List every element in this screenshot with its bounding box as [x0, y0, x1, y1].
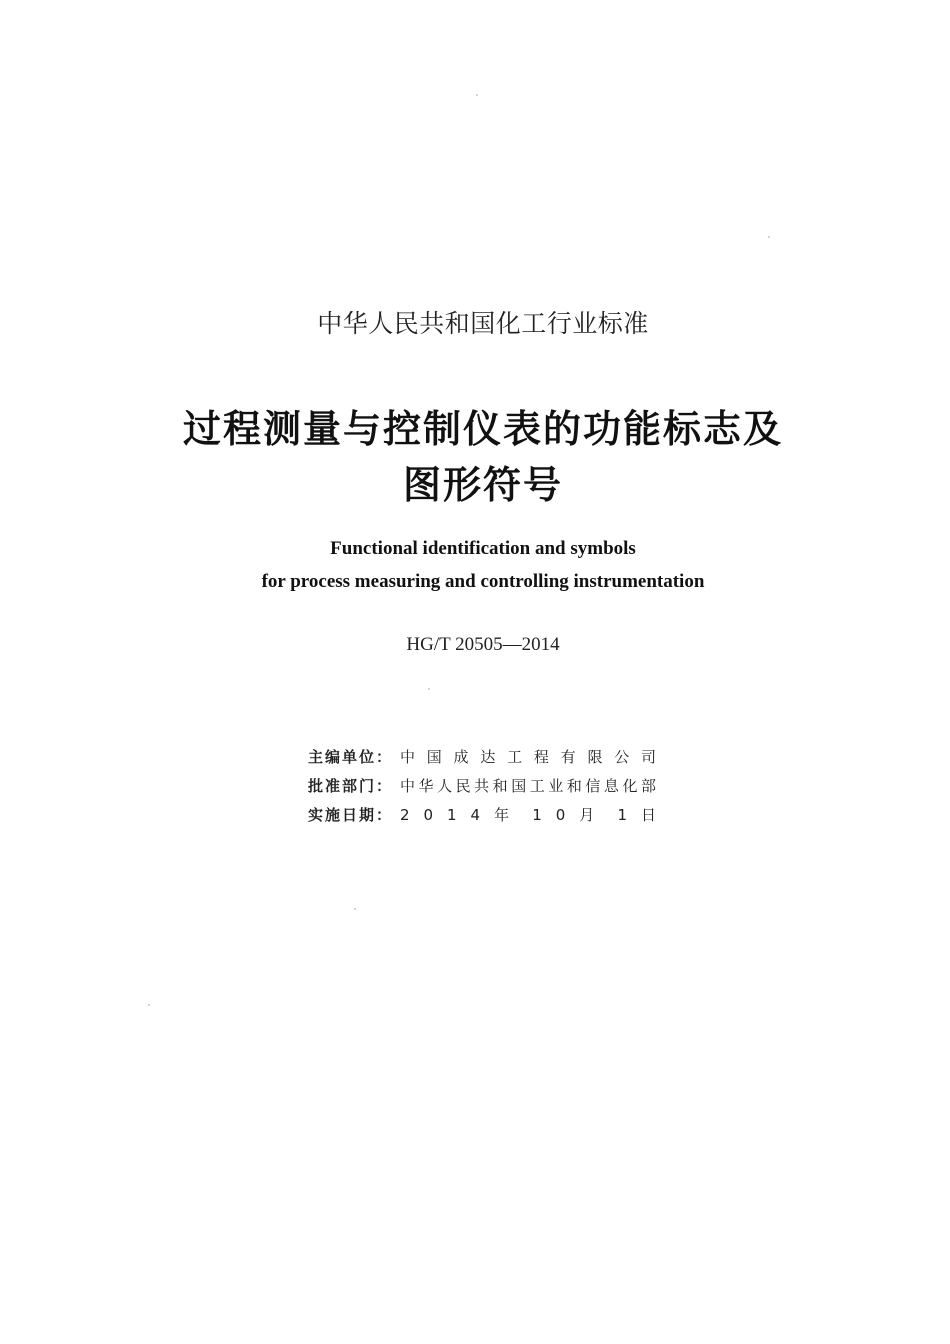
- approval-department-row: [308, 771, 656, 800]
- effective-date-label: 实施日期：: [308, 806, 394, 824]
- standard-number: HG/T 20505—2014: [406, 634, 560, 655]
- english-title-line-1: Functional identification and symbols: [330, 538, 636, 559]
- scan-speck: [476, 94, 478, 96]
- industry-standard-heading: 中华人民共和国化工行业标准: [317, 309, 649, 338]
- approval-department-label: 批准部门：: [308, 777, 394, 795]
- editor-unit-value: 中 国 成 达 工 程 有 限 公 司: [400, 748, 656, 766]
- scan-speck: [428, 688, 430, 690]
- scan-speck: [148, 1004, 150, 1006]
- editor-unit-label: 主编单位：: [308, 748, 394, 766]
- scan-speck: [354, 908, 356, 910]
- approval-department-value: 中华人民共和国工业和信息化部: [400, 777, 656, 795]
- publication-info: [308, 742, 656, 829]
- editor-unit-row: [308, 742, 656, 771]
- english-title-line-2: for process measuring and controlling instrumentation: [261, 571, 705, 592]
- chinese-title-line-1: 过程测量与控制仪表的功能标志及: [182, 407, 783, 451]
- chinese-title-line-2: 图形符号: [402, 463, 563, 507]
- scan-speck: [768, 236, 770, 238]
- effective-date-row: [308, 800, 656, 829]
- effective-date-value: 2 0 1 4 年 1 0 月 1 日: [400, 806, 656, 824]
